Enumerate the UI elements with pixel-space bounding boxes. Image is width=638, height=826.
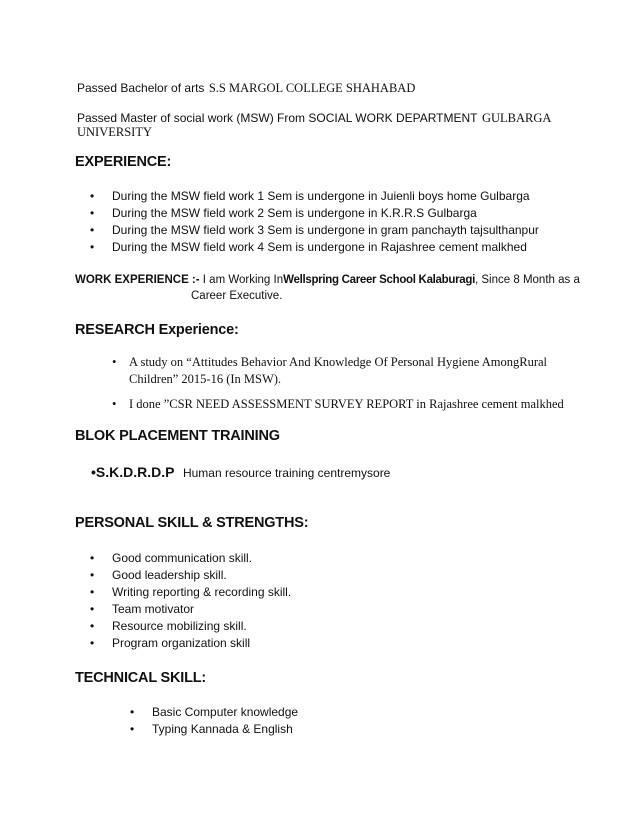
ba-prefix: Passed Bachelor of arts xyxy=(77,81,205,95)
bullet-icon: • xyxy=(90,223,95,237)
technical-item-text: Typing Kannada & English xyxy=(152,722,293,736)
technical-skills-list xyxy=(130,704,430,738)
research-item-1-line1: A study on “Attitudes Behavior And Knowledge Of Personal Hygiene AmongRural xyxy=(129,355,547,369)
education-ba-line xyxy=(77,79,415,97)
work-experience-line2: Career Executive. xyxy=(191,290,283,302)
bullet-icon: • xyxy=(91,464,96,480)
bullet-icon: • xyxy=(130,722,135,736)
experience-item-text: During the MSW field work 2 Sem is undergone in K.R.R.S Gulbarga xyxy=(112,206,477,220)
bullet-icon: • xyxy=(90,585,95,599)
personal-skills-list xyxy=(90,550,490,652)
list-item xyxy=(90,618,490,635)
work-experience-label: WORK EXPERIENCE :- xyxy=(75,274,200,286)
skill-item-text: Team motivator xyxy=(112,602,195,616)
bullet-icon: • xyxy=(112,397,117,411)
list-item xyxy=(130,721,430,738)
msw-prefix: Passed Master of social work (MSW) From SOCIAL WORK DEPARTMENT xyxy=(77,111,478,125)
research-item-2-text: I done ”CSR NEED ASSESSMENT SURVEY REPORT in Rajashree cement malkhed xyxy=(129,397,564,411)
bullet-icon: • xyxy=(90,602,95,616)
experience-item-text: During the MSW field work 4 Sem is undergone in Rajashree cement malkhed xyxy=(112,240,527,254)
blok-placement-desc: Human resource training centremysore xyxy=(182,466,391,480)
bullet-icon: • xyxy=(90,568,95,582)
bullet-icon: • xyxy=(112,355,117,369)
blok-placement-org: S.K.D.R.D.P xyxy=(95,464,175,480)
personal-skills-heading: PERSONAL SKILL & STRENGTHS: xyxy=(75,515,309,531)
experience-list xyxy=(90,188,610,256)
bullet-icon: • xyxy=(90,240,95,254)
skill-item-text: Resource mobilizing skill. xyxy=(112,619,247,633)
research-heading: RESEARCH Experience: xyxy=(75,322,239,338)
msw-university-part1: GULBARGA xyxy=(481,111,552,125)
list-item xyxy=(90,550,490,567)
work-experience-prefix: I am Working In xyxy=(202,274,284,286)
list-item xyxy=(90,188,610,205)
research-item-1-line2: Children” 2015-16 (In MSW). xyxy=(129,372,282,386)
list-item xyxy=(90,567,490,584)
work-experience-suffix: , Since 8 Month as a xyxy=(475,274,580,286)
experience-item-text: During the MSW field work 1 Sem is undergone in Juienli boys home Gulbarga xyxy=(112,189,530,203)
list-item xyxy=(90,205,610,222)
technical-skills-heading: TECHNICAL SKILL: xyxy=(75,670,207,686)
bullet-icon: • xyxy=(90,206,95,220)
ba-college: S.S MARGOL COLLEGE SHAHABAD xyxy=(208,81,416,95)
list-item xyxy=(130,704,430,721)
skill-item-text: Program organization skill xyxy=(112,636,251,650)
list-item xyxy=(90,635,490,652)
skill-item-text: Good leadership skill. xyxy=(112,568,227,582)
msw-university-part2: UNIVERSITY xyxy=(77,125,152,139)
bullet-icon: • xyxy=(130,705,135,719)
technical-item-text: Basic Computer knowledge xyxy=(152,705,299,719)
blok-placement-line xyxy=(91,464,390,482)
experience-item-text: During the MSW field work 3 Sem is undergone in gram panchayth tajsulthanpur xyxy=(112,223,539,237)
list-item xyxy=(90,239,610,256)
experience-heading: EXPERIENCE: xyxy=(75,154,172,170)
bullet-icon: • xyxy=(90,189,95,203)
bullet-icon: • xyxy=(90,619,95,633)
blok-placement-heading: BLOK PLACEMENT TRAINING xyxy=(75,428,280,444)
skill-item-text: Writing reporting & recording skill. xyxy=(112,585,292,599)
bullet-icon: • xyxy=(90,551,95,565)
work-experience-line xyxy=(75,274,580,286)
list-item xyxy=(90,601,490,618)
list-item xyxy=(90,222,610,239)
skill-item-text: Good communication skill. xyxy=(112,551,253,565)
work-experience-org: Wellspring Career School Kalaburagi xyxy=(283,274,475,286)
bullet-icon: • xyxy=(90,636,95,650)
list-item xyxy=(90,584,490,601)
